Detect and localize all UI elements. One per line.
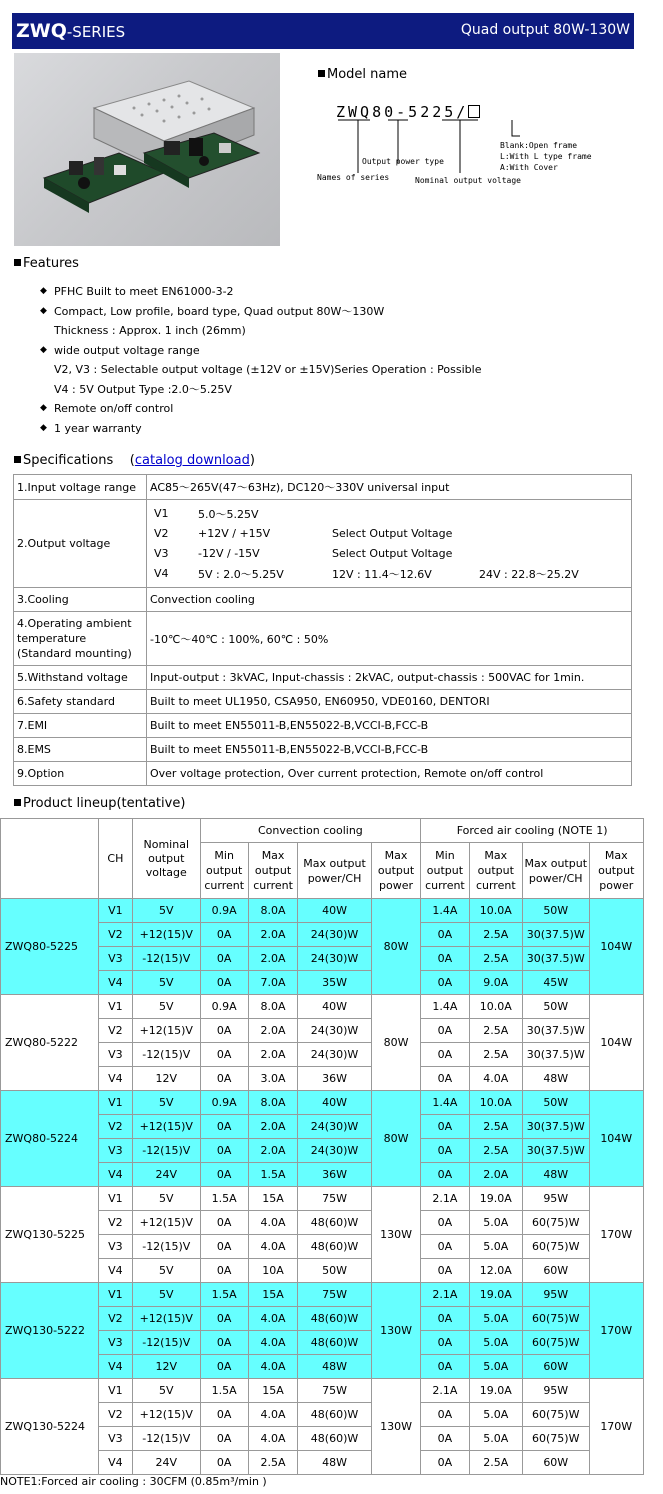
table-cell: 2.5A	[469, 1043, 522, 1067]
table-cell: V2	[98, 1115, 132, 1139]
label-nominal: Nominal output voltage	[415, 176, 521, 185]
table-cell: 48(60)W	[298, 1427, 372, 1451]
table-cell: 0A	[200, 923, 248, 947]
table-cell: 24(30)W	[298, 1019, 372, 1043]
table-cell: V2	[98, 1307, 132, 1331]
model-name-cell: ZWQ130-5225	[1, 1187, 99, 1283]
spec-value: Built to meet EN55011-B,EN55022-B,VCCI-B,FCC-B	[147, 714, 632, 738]
table-cell: 0A	[200, 1067, 248, 1091]
table-cell: 0A	[200, 1163, 248, 1187]
table-cell: 30(37.5)W	[523, 1139, 590, 1163]
table-cell: 40W	[298, 995, 372, 1019]
table-cell: 40W	[298, 1091, 372, 1115]
table-cell: 0A	[421, 1451, 469, 1475]
table-cell: 45W	[523, 971, 590, 995]
model-name-cell: ZWQ130-5224	[1, 1379, 99, 1475]
feature-item: V4 : 5V Output Type :2.0～5.25V	[54, 382, 232, 396]
table-cell: 12V	[133, 1067, 201, 1091]
table-cell: 35W	[298, 971, 372, 995]
table-cell: 0A	[200, 1235, 248, 1259]
table-cell: -12(15)V	[133, 947, 201, 971]
feature-item: V2, V3 : Selectable output voltage (±12V or ±15V)Series Operation : Possible	[54, 363, 482, 376]
table-cell: V1	[98, 995, 132, 1019]
conv-power-cell: 80W	[371, 995, 420, 1091]
spec-output-voltage	[147, 500, 632, 588]
model-code: ZWQ80-5225/	[336, 103, 480, 121]
table-cell: 12V	[133, 1355, 201, 1379]
table-cell: 30(37.5)W	[523, 1115, 590, 1139]
table-cell: 5V	[133, 1379, 201, 1403]
table-cell: 5.0A	[469, 1211, 522, 1235]
table-cell: 15A	[248, 1187, 297, 1211]
table-cell: 5V	[133, 1187, 201, 1211]
table-cell: 0A	[200, 1355, 248, 1379]
lineup-table	[0, 818, 644, 1475]
table-cell: 24(30)W	[298, 1043, 372, 1067]
table-cell: 50W	[523, 899, 590, 923]
table-cell: 60W	[523, 1259, 590, 1283]
table-cell: 5V	[133, 971, 201, 995]
feature-item: ◆ Compact, Low profile, board type, Quad output 80W～130W	[40, 302, 481, 322]
col-max-current: Max output current	[469, 843, 522, 899]
table-cell: 8.0A	[248, 1091, 297, 1115]
forced-power-cell: 170W	[589, 1379, 644, 1475]
table-cell: 75W	[298, 1283, 372, 1307]
table-cell: 36W	[298, 1163, 372, 1187]
table-cell: 0A	[421, 1067, 469, 1091]
spec-key: 6.Safety standard	[14, 690, 147, 714]
table-row	[1, 1187, 644, 1211]
table-cell: V3	[98, 1427, 132, 1451]
table-cell: 0A	[200, 1259, 248, 1283]
table-cell: 0A	[421, 1259, 469, 1283]
table-cell: V1	[98, 1379, 132, 1403]
table-cell: V3	[98, 1139, 132, 1163]
table-cell: 4.0A	[469, 1067, 522, 1091]
features-heading: Features	[14, 256, 79, 271]
table-cell: 7.0A	[248, 971, 297, 995]
series-range: Quad output 80W-130W	[460, 22, 630, 38]
table-row	[1, 1283, 644, 1307]
table-cell: 0A	[200, 1019, 248, 1043]
spec-key: 7.EMI	[14, 714, 147, 738]
table-cell: V4	[98, 1163, 132, 1187]
table-cell: 1.5A	[200, 1379, 248, 1403]
table-cell: 24(30)W	[298, 923, 372, 947]
table-cell: 0A	[200, 947, 248, 971]
feature-item: ◆ wide output voltage range	[40, 341, 481, 361]
spec-value: Input-output : 3kVAC, Input-chassis : 2kVAC, output-chassis : 500VAC for 1min.	[147, 666, 632, 690]
table-cell: 48(60)W	[298, 1403, 372, 1427]
table-cell: 30(37.5)W	[523, 947, 590, 971]
table-cell: 0A	[421, 1163, 469, 1187]
table-cell: 60W	[523, 1355, 590, 1379]
table-cell: 0A	[421, 1115, 469, 1139]
table-cell: 0.9A	[200, 1091, 248, 1115]
label-series: Names of series	[317, 173, 390, 182]
table-cell: 0A	[421, 1355, 469, 1379]
table-cell: 40W	[298, 899, 372, 923]
series-title: ZWQ-SERIES	[16, 20, 126, 42]
table-cell: 2.5A	[469, 923, 522, 947]
table-cell: 0A	[421, 947, 469, 971]
spec-value: Over voltage protection, Over current protection, Remote on/off control	[147, 762, 632, 786]
spec-key: 2.Output voltage	[14, 500, 147, 588]
spec-value: Built to meet UL1950, CSA950, EN60950, VDE0160, DENTORI	[147, 690, 632, 714]
table-cell: 2.0A	[248, 923, 297, 947]
table-cell: V3	[98, 1043, 132, 1067]
table-cell: 75W	[298, 1379, 372, 1403]
table-cell: -12(15)V	[133, 1043, 201, 1067]
table-cell: 60W	[523, 1451, 590, 1475]
conv-power-cell: 130W	[371, 1187, 420, 1283]
table-cell: 48W	[523, 1067, 590, 1091]
table-cell: 0A	[200, 1403, 248, 1427]
model-name-cell: ZWQ80-5222	[1, 995, 99, 1091]
table-cell: 24(30)W	[298, 947, 372, 971]
table-cell: V2	[98, 1019, 132, 1043]
table-cell: 2.0A	[248, 1019, 297, 1043]
spec-value: -10℃～40℃ : 100%, 60℃ : 50%	[147, 612, 632, 666]
table-cell: 8.0A	[248, 899, 297, 923]
table-cell: 36W	[298, 1067, 372, 1091]
table-cell: 60(75)W	[523, 1403, 590, 1427]
forced-power-cell: 104W	[589, 899, 644, 995]
table-cell: +12(15)V	[133, 1403, 201, 1427]
spec-key: 1.Input voltage range	[14, 475, 147, 500]
table-cell: 5.0A	[469, 1403, 522, 1427]
table-cell: 2.5A	[469, 1019, 522, 1043]
table-cell: 60(75)W	[523, 1307, 590, 1331]
specifications-table	[13, 474, 632, 786]
table-cell: 4.0A	[248, 1331, 297, 1355]
table-cell: 0A	[200, 1139, 248, 1163]
col-min-current: Min output current	[200, 843, 248, 899]
label-output-power: Output power type	[362, 157, 444, 166]
specifications-heading: Specifications (catalog download)	[14, 453, 255, 468]
table-cell: 50W	[523, 1091, 590, 1115]
col-convection: Convection cooling	[200, 819, 421, 843]
table-row	[1, 1091, 644, 1115]
table-cell: 48W	[298, 1451, 372, 1475]
table-cell: 50W	[523, 995, 590, 1019]
table-cell: 60(75)W	[523, 1427, 590, 1451]
table-cell: 0A	[421, 1403, 469, 1427]
col-forced: Forced air cooling (NOTE 1)	[421, 819, 644, 843]
table-cell: 48(60)W	[298, 1235, 372, 1259]
table-cell: +12(15)V	[133, 1019, 201, 1043]
table-cell: V4	[98, 1451, 132, 1475]
table-cell: 1.5A	[200, 1187, 248, 1211]
table-cell: 48W	[298, 1355, 372, 1379]
table-cell: 48(60)W	[298, 1307, 372, 1331]
suffix-box	[468, 105, 480, 118]
col-max-power-ch: Max output power/CH	[298, 843, 372, 899]
col-min-current: Min output current	[421, 843, 469, 899]
table-cell: 4.0A	[248, 1307, 297, 1331]
table-row	[1, 995, 644, 1019]
table-cell: 48(60)W	[298, 1211, 372, 1235]
table-cell: 10.0A	[469, 1091, 522, 1115]
conv-power-cell: 130W	[371, 1379, 420, 1475]
col-max-power: Max output power	[371, 843, 420, 899]
table-cell: V1	[98, 1283, 132, 1307]
model-name-heading: Model name	[318, 67, 407, 82]
table-cell: 0A	[421, 923, 469, 947]
table-cell: 30(37.5)W	[523, 923, 590, 947]
table-cell: 48W	[523, 1163, 590, 1187]
table-cell: V4	[98, 971, 132, 995]
feature-item: ◆ PFHC Built to meet EN61000-3-2	[40, 282, 481, 302]
table-cell: 0A	[200, 971, 248, 995]
table-cell: 0A	[200, 1211, 248, 1235]
table-cell: V1	[98, 1091, 132, 1115]
table-cell: 5.0A	[469, 1427, 522, 1451]
table-cell: 0.9A	[200, 995, 248, 1019]
table-cell: -12(15)V	[133, 1427, 201, 1451]
table-cell: 0A	[421, 1307, 469, 1331]
table-cell: 2.1A	[421, 1187, 469, 1211]
model-name-cell: ZWQ80-5225	[1, 899, 99, 995]
table-cell: 1.5A	[200, 1283, 248, 1307]
table-cell: 4.0A	[248, 1355, 297, 1379]
table-cell: 30(37.5)W	[523, 1019, 590, 1043]
table-cell: 75W	[298, 1187, 372, 1211]
spec-value: Built to meet EN55011-B,EN55022-B,VCCI-B,FCC-B	[147, 738, 632, 762]
table-cell: 2.1A	[421, 1283, 469, 1307]
table-cell: 2.1A	[421, 1379, 469, 1403]
feature-item: ◆ Remote on/off control	[40, 399, 481, 419]
table-cell: 24V	[133, 1451, 201, 1475]
feature-item: Thickness : Approx. 1 inch (26mm)	[54, 324, 246, 337]
col-max-power: Max output power	[589, 843, 644, 899]
table-cell: 95W	[523, 1379, 590, 1403]
table-cell: 0.9A	[200, 899, 248, 923]
table-cell: 10A	[248, 1259, 297, 1283]
table-cell: 10.0A	[469, 995, 522, 1019]
table-cell: V2	[98, 923, 132, 947]
table-cell: 5.0A	[469, 1355, 522, 1379]
spec-value: AC85～265V(47～63Hz), DC120～330V universal input	[147, 475, 632, 500]
series-header	[12, 13, 634, 49]
catalog-download-link[interactable]: catalog download	[134, 453, 250, 468]
table-cell: 3.0A	[248, 1067, 297, 1091]
table-cell: 0A	[421, 1235, 469, 1259]
table-cell: V2	[98, 1403, 132, 1427]
spec-key: 4.Operating ambient temperature (Standard mounting)	[14, 612, 147, 666]
feature-item: ◆ 1 year warranty	[40, 419, 481, 439]
conv-power-cell: 130W	[371, 1283, 420, 1379]
table-cell: 2.0A	[248, 1139, 297, 1163]
table-cell: 5V	[133, 1259, 201, 1283]
table-cell: 5.0A	[469, 1307, 522, 1331]
spec-key: 9.Option	[14, 762, 147, 786]
table-cell: -12(15)V	[133, 1331, 201, 1355]
spec-value: Convection cooling	[147, 588, 632, 612]
table-cell: 0A	[200, 1115, 248, 1139]
table-cell: 8.0A	[248, 995, 297, 1019]
table-cell: 9.0A	[469, 971, 522, 995]
table-cell: 2.0A	[248, 947, 297, 971]
table-cell: V3	[98, 947, 132, 971]
table-cell: 0A	[421, 971, 469, 995]
table-cell: 60(75)W	[523, 1211, 590, 1235]
table-cell: 2.0A	[248, 1043, 297, 1067]
table-cell: 24(30)W	[298, 1115, 372, 1139]
table-cell: V2	[98, 1211, 132, 1235]
table-cell: 2.5A	[469, 947, 522, 971]
table-cell: 5.0A	[469, 1331, 522, 1355]
table-cell: +12(15)V	[133, 1115, 201, 1139]
footnote: NOTE1:Forced air cooling : 30CFM (0.85m³/min )	[0, 1475, 267, 1488]
table-cell: V1	[98, 899, 132, 923]
table-cell: 2.0A	[469, 1163, 522, 1187]
table-row	[1, 1379, 644, 1403]
table-cell: 4.0A	[248, 1235, 297, 1259]
table-cell: 1.4A	[421, 995, 469, 1019]
table-cell: 24(30)W	[298, 1139, 372, 1163]
table-cell: V4	[98, 1259, 132, 1283]
model-name-cell: ZWQ130-5222	[1, 1283, 99, 1379]
table-cell: 1.4A	[421, 899, 469, 923]
col-ch: CH	[98, 819, 132, 899]
table-cell: 0A	[200, 1307, 248, 1331]
col-max-current: Max output current	[248, 843, 297, 899]
lineup-heading: Product lineup(tentative)	[14, 796, 185, 811]
table-cell: 95W	[523, 1187, 590, 1211]
table-cell: 5V	[133, 899, 201, 923]
table-cell: 1.5A	[248, 1163, 297, 1187]
product-photo	[14, 53, 280, 246]
table-cell: V3	[98, 1331, 132, 1355]
table-cell: 0A	[421, 1043, 469, 1067]
forced-power-cell: 104W	[589, 995, 644, 1091]
table-cell: 4.0A	[248, 1211, 297, 1235]
table-cell: 0A	[200, 1427, 248, 1451]
table-cell: +12(15)V	[133, 1307, 201, 1331]
table-cell: 1.4A	[421, 1091, 469, 1115]
table-cell: 48(60)W	[298, 1331, 372, 1355]
table-cell: 0A	[421, 1427, 469, 1451]
spec-key: 3.Cooling	[14, 588, 147, 612]
table-cell: 50W	[298, 1259, 372, 1283]
table-cell: 15A	[248, 1283, 297, 1307]
table-cell: V4	[98, 1067, 132, 1091]
forced-power-cell: 170W	[589, 1187, 644, 1283]
conv-power-cell: 80W	[371, 899, 420, 995]
spec-key: 8.EMS	[14, 738, 147, 762]
table-cell: 60(75)W	[523, 1235, 590, 1259]
table-cell: 19.0A	[469, 1283, 522, 1307]
table-cell: 2.5A	[469, 1139, 522, 1163]
table-cell: -12(15)V	[133, 1235, 201, 1259]
table-cell: 60(75)W	[523, 1331, 590, 1355]
suffix-options: Blank:Open frame L:With L type frame A:With Cover	[500, 141, 592, 172]
model-name-cell: ZWQ80-5224	[1, 1091, 99, 1187]
table-cell: 0A	[421, 1331, 469, 1355]
table-cell: 0A	[421, 1211, 469, 1235]
table-cell: 4.0A	[248, 1427, 297, 1451]
conv-power-cell: 80W	[371, 1091, 420, 1187]
table-cell: 0A	[421, 1019, 469, 1043]
table-cell: 15A	[248, 1379, 297, 1403]
table-cell: 30(37.5)W	[523, 1043, 590, 1067]
table-row	[1, 899, 644, 923]
table-cell: 19.0A	[469, 1187, 522, 1211]
table-cell: 12.0A	[469, 1259, 522, 1283]
table-cell: +12(15)V	[133, 923, 201, 947]
col-max-power-ch: Max output power/CH	[523, 843, 590, 899]
table-cell: 0A	[200, 1331, 248, 1355]
table-cell: 5V	[133, 995, 201, 1019]
table-cell: 4.0A	[248, 1403, 297, 1427]
table-cell: 2.0A	[248, 1115, 297, 1139]
table-cell: 0A	[200, 1043, 248, 1067]
table-cell: 95W	[523, 1283, 590, 1307]
table-cell: 19.0A	[469, 1379, 522, 1403]
features-list	[40, 282, 481, 438]
table-cell: 2.5A	[469, 1451, 522, 1475]
table-cell: 24V	[133, 1163, 201, 1187]
table-cell: +12(15)V	[133, 1211, 201, 1235]
table-cell: -12(15)V	[133, 1139, 201, 1163]
table-cell: 0A	[200, 1451, 248, 1475]
table-cell: V1	[98, 1187, 132, 1211]
spec-key: 5.Withstand voltage	[14, 666, 147, 690]
table-cell: 2.5A	[248, 1451, 297, 1475]
table-cell: 5V	[133, 1091, 201, 1115]
table-cell: 10.0A	[469, 899, 522, 923]
forced-power-cell: 104W	[589, 1091, 644, 1187]
table-cell: 5V	[133, 1283, 201, 1307]
table-cell: 5.0A	[469, 1235, 522, 1259]
col-nominal: Nominal output voltage	[133, 819, 201, 899]
table-cell: 0A	[421, 1139, 469, 1163]
forced-power-cell: 170W	[589, 1283, 644, 1379]
table-cell: V3	[98, 1235, 132, 1259]
table-cell: 2.5A	[469, 1115, 522, 1139]
output-voltage-table: V1 5.0～5.25V V2 +12V / +15V Select Output Voltage V3 -12V / -15V Select Output Voltage V4 5V : 2.0～5.25V 12V : 11.4～12.6V 24V : 22.8～25.2V	[154, 507, 579, 581]
table-cell: V4	[98, 1355, 132, 1379]
